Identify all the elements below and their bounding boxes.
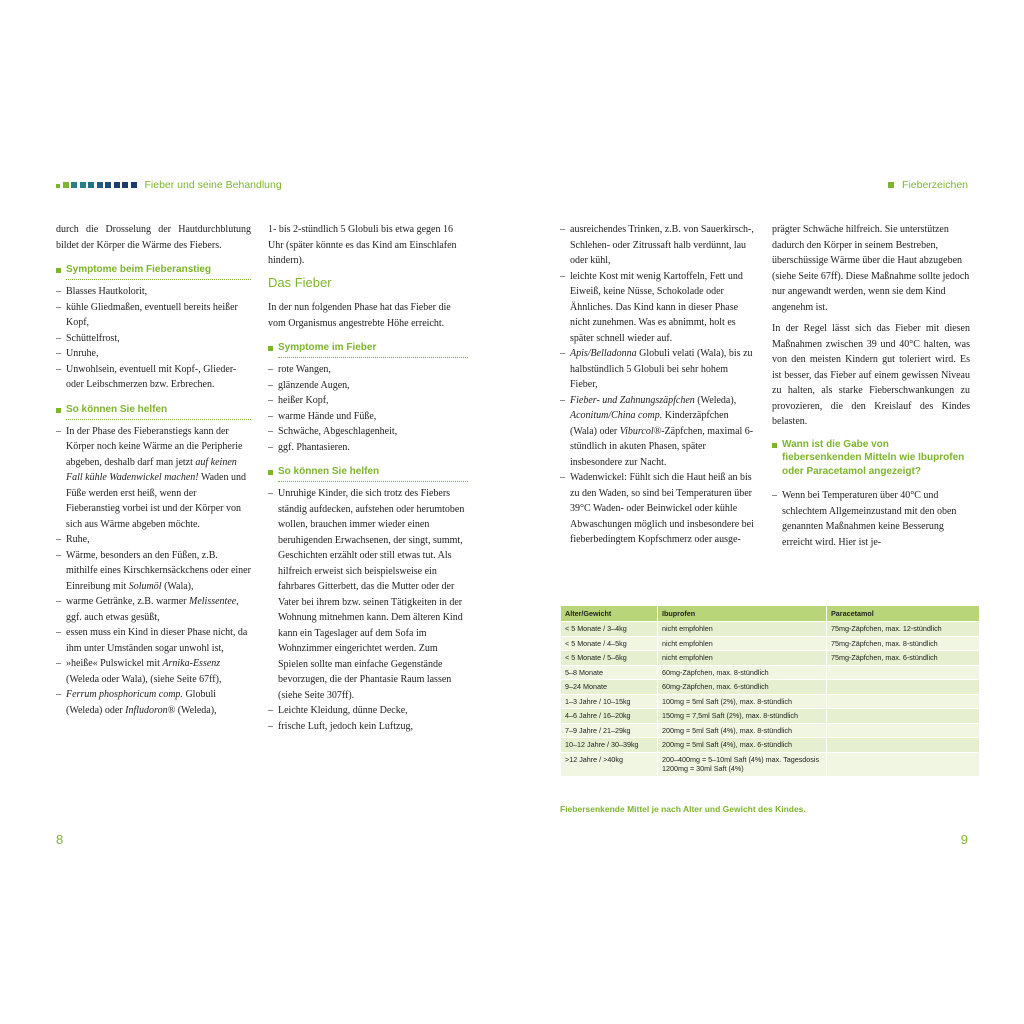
help-rise-list (56, 424, 251, 719)
header-dot-decoration (888, 182, 894, 188)
list-item: – Schwäche, Abgeschlagenheit, (268, 424, 468, 440)
header-title: Fieber und seine Behandlung (144, 179, 282, 191)
table-row: 7–9 Jahre / 21–29kg 200mg = 5ml Saft (4%), max. 8-stündlich (561, 723, 980, 738)
table-row: 10–12 Jahre / 30–39kg 200mg = 5ml Saft (4%), max. 6-stündlich (561, 738, 980, 753)
list-item: – glänzende Augen, (268, 378, 468, 394)
list-item: – essen muss ein Kind in dieser Phase nicht, da ihm unter Umständen sogar unwohl ist, (56, 625, 251, 656)
list-item: – Apis/Belladonna Globuli velati (Wala), bis zu halbstündlich 5 Globuli bei sehr hohem Fieber, (560, 346, 756, 393)
subhead-symptoms-rise: Symptome beim Fieberanstieg (56, 263, 251, 276)
list-item: – Wadenwickel: Fühlt sich die Haut heiß an bis zu den Waden, so sind bei Temperaturen über 39°C Waden- oder Beinwickel oder kühle Abwaschungen möglich und insbesondere bei fieberbedingtem Kopfschmerz oder ausge- (560, 470, 756, 548)
left-column-1 (56, 222, 251, 724)
table-row: 9–24 Monate 60mg-Zäpfchen, max. 6-stündlich (561, 680, 980, 695)
answer-list (772, 488, 970, 550)
list-item: – rote Wangen, (268, 362, 468, 378)
left-column-2 (268, 222, 468, 740)
table-row: 5–8 Monate 60mg-Zäpfchen, max. 8-stündlich (561, 665, 980, 680)
question-heading: Wann ist die Gabe von fiebersenkenden Mitteln wie Ibuprofen oder Paracetamol angezeigt? (772, 438, 970, 479)
table-caption: Fiebersenkende Mittel je nach Alter und Gewicht des Kindes. (560, 804, 806, 814)
list-item: – In der Phase des Fieberanstiegs kann der Körper noch keine Wärme an die Peripherie abgeben, deshalb darf man jetzt auf keinen Fall kühle Wadenwickel machen! Waden und Füße werden erst heiß, wenn der Fieberanstieg vorbei ist und der Körper von sich aus Wärme abgeben möchte. (56, 424, 251, 533)
subhead-symptoms-fever: Symptome im Fieber (268, 341, 468, 354)
list-item: – warme Getränke, z.B. warmer Melissentee, ggf. auch etwas gesüßt, (56, 594, 251, 625)
list-item: – frische Luft, jedoch kein Luftzug, (268, 719, 468, 735)
list-item: – Unruhige Kinder, die sich trotz des Fiebers ständig aufdecken, aufstehen oder herumtoben wollen, brauchen immer wieder einen beruhigenden Erwachsenen, der singt, summt, Geschichten erzählt oder still etwas tut. Als hilfreich erweist sich beispielsweise ein fahrbares Gitterbett, das die Mutter oder der Vater bei ihrem bzw. seinen Tätigkeiten in der Wohnung mitnehmen kann. Dem älteren Kind kann ein Tageslager auf dem Sofa im Wohnzimmer eingerichtet werden. Zum Spielen sollte man einfache Gegenstände bevorzugen, die der Phantasie Raum lassen (siehe Seite 307ff). (268, 486, 468, 703)
list-item: – Wenn bei Temperaturen über 40°C und schlechtem Allgemeinzustand mit den oben genannten Maßnahmen keine Besserung erreicht wird. Hier ist je- (772, 488, 970, 550)
column-header: Paracetamol (827, 606, 980, 622)
dosage-table (560, 605, 980, 777)
symptoms-rise-list (56, 284, 251, 393)
list-item: – warme Hände und Füße, (268, 409, 468, 425)
continued-paragraph: 1- bis 2-stündlich 5 Globuli bis etwa gegen 16 Uhr (später könnte es das Kind am Einschlafen hindern). (268, 224, 457, 266)
header-dots-decoration (56, 182, 137, 188)
right-page (512, 0, 1024, 1024)
list-item: – »heiße« Pulswickel mit Arnika-Essenz (Weleda oder Wala), (siehe Seite 67ff), (56, 656, 251, 687)
list-item: – ausreichendes Trinken, z.B. von Sauerkirsch-, Schlehen- oder Zitrussaft halb verdünnt, lau oder kühl, (560, 222, 756, 269)
table-row: >12 Jahre / >40kg 200–400mg = 5–10ml Saft (4%) max. Tagesdosis 1200mg = 30ml Saft (4%) (561, 752, 980, 776)
list-item: – Leichte Kleidung, dünne Decke, (268, 703, 468, 719)
section-title-fever: Das Fieber (268, 274, 332, 290)
table-row: 1–3 Jahre / 10–15kg 100mg = 5ml Saft (2%), max. 8-stündlich (561, 694, 980, 709)
table-row: < 5 Monate / 5–6kg nicht empfohlen 75mg-Zäpfchen, max. 6-stündlich (561, 651, 980, 666)
header-title: Fieberzeichen (902, 179, 968, 191)
subhead-help-rise: So können Sie helfen (56, 403, 251, 416)
list-item: – Fieber- und Zahnungszäpfchen (Weleda), Aconitum/China comp. Kinderzäpfchen (Wala) oder Viburcol®-Zäpfchen, maximal 6-stündlich in akuten Phasen, später insbesondere zur Nacht. (560, 393, 756, 471)
column-header: Alter/Gewicht (561, 606, 658, 622)
subhead-help-fever: So können Sie helfen (268, 465, 468, 478)
list-item: – Unwohlsein, eventuell mit Kopf-, Glieder- oder Leibschmerzen bzw. Erbrechen. (56, 362, 251, 393)
list-item: – heißer Kopf, (268, 393, 468, 409)
right-column-2 (772, 222, 970, 556)
continued-paragraph: prägter Schwäche hilfreich. Sie unterstützen dadurch den Körper in seinem Bestreben, überschüssige Wärme über die Haut abzugeben (siehe Seite 67ff). Diese Maßnahme sollte jedoch nur angewandt werden, wenn sie dem Kind angenehm ist. (772, 224, 970, 313)
help-fever-list (268, 486, 468, 734)
symptoms-fever-list (268, 362, 468, 455)
table-row: < 5 Monate / 3–4kg nicht empfohlen 75mg-Zäpfchen, max. 12-stündlich (561, 622, 980, 637)
intro-paragraph: durch die Drosselung der Hautdurchblutung bildet der Körper die Wärme des Fiebers. (56, 224, 251, 251)
table-row: < 5 Monate / 4–5kg nicht empfohlen 75mg-Zäpfchen, max. 8-stündlich (561, 636, 980, 651)
right-column-1 (560, 222, 756, 554)
running-header-left (56, 176, 282, 194)
list-item: – Schüttelfrost, (56, 331, 251, 347)
column-header: Ibuprofen (658, 606, 827, 622)
table-header-row (561, 606, 980, 622)
fever-paragraph: In der nun folgenden Phase hat das Fieber die vom Organismus angestrebte Höhe erreicht. (268, 302, 451, 329)
table-row: 4–6 Jahre / 16–20kg 150mg = 7,5ml Saft (2%), max. 8-stündlich (561, 709, 980, 724)
list-item: – leichte Kost mit wenig Kartoffeln, Fett und Eiweiß, keine Nüsse, Schokolade oder Ähnliches. Das Kind kann in dieser Phase nicht zunehmen. Was es abnimmt, holt es später schnell wieder auf. (560, 269, 756, 347)
running-header-right (888, 176, 968, 194)
regulation-paragraph: In der Regel lässt sich das Fieber mit diesen Maßnahmen zwischen 39 und 40°C halten, was von den meisten Kindern gut toleriert wird. Es ist besser, das Fieber auf einem gewissen Niveau zu halten, als starke Fieberschwankungen zu provozieren, die den Kreislauf des Kindes belasten. (772, 323, 970, 427)
list-item: – ggf. Phantasieren. (268, 440, 468, 456)
list-item: – Blasses Hautkolorit, (56, 284, 251, 300)
page-number-left: 8 (56, 832, 64, 847)
list-item: – Wärme, besonders an den Füßen, z.B. mithilfe eines Kirschkernsäckchens oder einer Einreibung mit Solumöl (Wala), (56, 548, 251, 595)
page-number-right: 9 (960, 832, 968, 847)
list-item: – kühle Gliedmaßen, eventuell bereits heißer Kopf, (56, 300, 251, 331)
list-item: – Ruhe, (56, 532, 251, 548)
list-item: – Ferrum phosphoricum comp. Globuli (Weleda) oder Infludoron® (Weleda), (56, 687, 251, 718)
list-item: – Unruhe, (56, 346, 251, 362)
help-fever-list-continued (560, 222, 756, 548)
